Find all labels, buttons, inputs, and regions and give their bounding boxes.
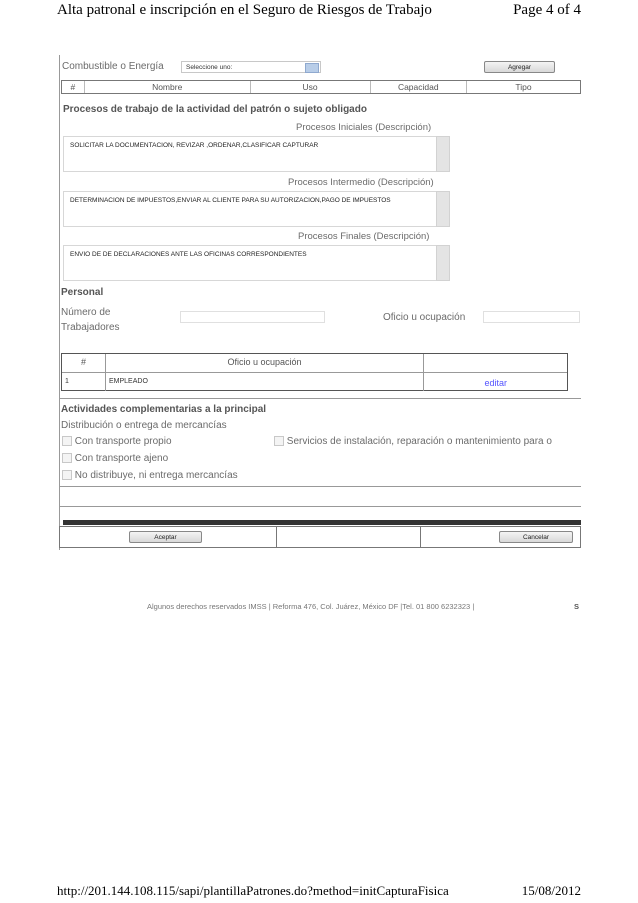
option-servicios-label: Servicios de instalación, reparación o mantenimiento para o <box>286 436 552 447</box>
procesos-intermedio-textarea[interactable]: DETERMINACION DE IMPUESTOS,ENVIAR AL CLIENTE PARA SU AUTORIZACION,PAGO DE IMPUESTOS <box>63 191 437 227</box>
site-footer-tail: S <box>574 602 580 611</box>
option-no-distribuye-label: No distribuye, ni entrega mercancías <box>74 470 238 481</box>
col-tipo: Tipo <box>515 82 532 92</box>
combustible-select[interactable] <box>181 61 321 73</box>
divider <box>276 527 277 547</box>
row-oficio: EMPLEADO <box>106 373 424 391</box>
option-servicios <box>274 436 580 447</box>
oficio-label: Oficio u ocupación <box>383 312 466 323</box>
option-ajeno-label: Con transporte ajeno <box>74 453 169 464</box>
checkbox-no-distribuye[interactable] <box>62 470 72 480</box>
agregar-button[interactable]: Agregar <box>484 61 555 73</box>
edit-cell <box>424 373 567 391</box>
col-uso: Uso <box>251 81 371 93</box>
table-header-row <box>62 354 567 373</box>
divider <box>59 506 581 507</box>
checkbox-ajeno[interactable] <box>62 453 72 463</box>
col-action <box>424 354 567 372</box>
procesos-finales-textarea[interactable]: ENVIO DE DE DECLARACIONES ANTE LAS OFICINAS CORRESPONDIENTES <box>63 245 437 281</box>
num-trabajadores-input[interactable] <box>180 311 325 323</box>
distribucion-label: Distribución o entrega de mercancías <box>61 420 227 431</box>
employee-table <box>61 353 568 391</box>
col-oficio: Oficio u ocupación <box>106 354 424 372</box>
col-nombre: Nombre <box>85 81 251 93</box>
divider <box>59 486 581 487</box>
combustible-table-header <box>61 80 581 94</box>
combustible-label: Combustible o Energía <box>62 61 164 72</box>
col-num: # <box>62 354 106 372</box>
row-num: 1 <box>62 373 106 391</box>
divider <box>59 398 581 399</box>
page-number: Page 4 of 4 <box>513 2 581 18</box>
scrollbar[interactable] <box>436 136 450 172</box>
divider <box>420 527 421 547</box>
procesos-intermedio-label: Procesos Intermedio (Descripción) <box>288 177 434 188</box>
combustible-select-value: Seleccione uno: <box>186 64 233 71</box>
actividades-heading: Actividades complementarias a la principal <box>61 404 267 415</box>
procesos-heading: Procesos de trabajo de la actividad del patrón o sujeto obligado <box>63 104 367 115</box>
edit-link[interactable]: editar <box>484 378 507 388</box>
procesos-iniciales-textarea[interactable]: SOLICITAR LA DOCUMENTACION, REVIZAR ,ORDENAR,CLASIFICAR CAPTURAR <box>63 136 437 172</box>
document-title: Alta patronal e inscripción en el Seguro de Riesgos de Trabajo <box>57 2 432 18</box>
personal-heading: Personal <box>61 287 104 298</box>
option-propio <box>62 436 172 447</box>
option-no-distribuye <box>62 470 238 481</box>
num-trabajadores-label: Número de Trabajadores <box>61 307 120 333</box>
oficio-input[interactable] <box>483 311 580 323</box>
dropdown-arrow-icon[interactable] <box>305 63 319 73</box>
separator-bar <box>63 520 581 525</box>
aceptar-button[interactable]: Aceptar <box>129 531 202 543</box>
site-footer-text: Algunos derechos reservados IMSS | Reforma 476, Col. Juárez, México DF |Tel. 01 800 6232323 | <box>147 602 475 611</box>
option-ajeno <box>62 453 168 464</box>
table-row <box>62 373 567 391</box>
scrollbar[interactable] <box>436 191 450 227</box>
checkbox-propio[interactable] <box>62 436 72 446</box>
print-date: 15/08/2012 <box>521 883 581 898</box>
procesos-finales-label: Procesos Finales (Descripción) <box>298 231 430 242</box>
checkbox-servicios[interactable] <box>274 436 284 446</box>
cancelar-button[interactable]: Cancelar <box>499 531 573 543</box>
procesos-iniciales-label: Procesos Iniciales (Descripción) <box>296 122 432 133</box>
col-num: # <box>62 81 85 93</box>
option-propio-label: Con transporte propio <box>74 436 172 447</box>
col-capacidad: Capacidad <box>371 81 467 93</box>
page-url: http://201.144.108.115/sapi/plantillaPatrones.do?method=initCapturaFisica <box>57 883 449 898</box>
scrollbar[interactable] <box>436 245 450 281</box>
